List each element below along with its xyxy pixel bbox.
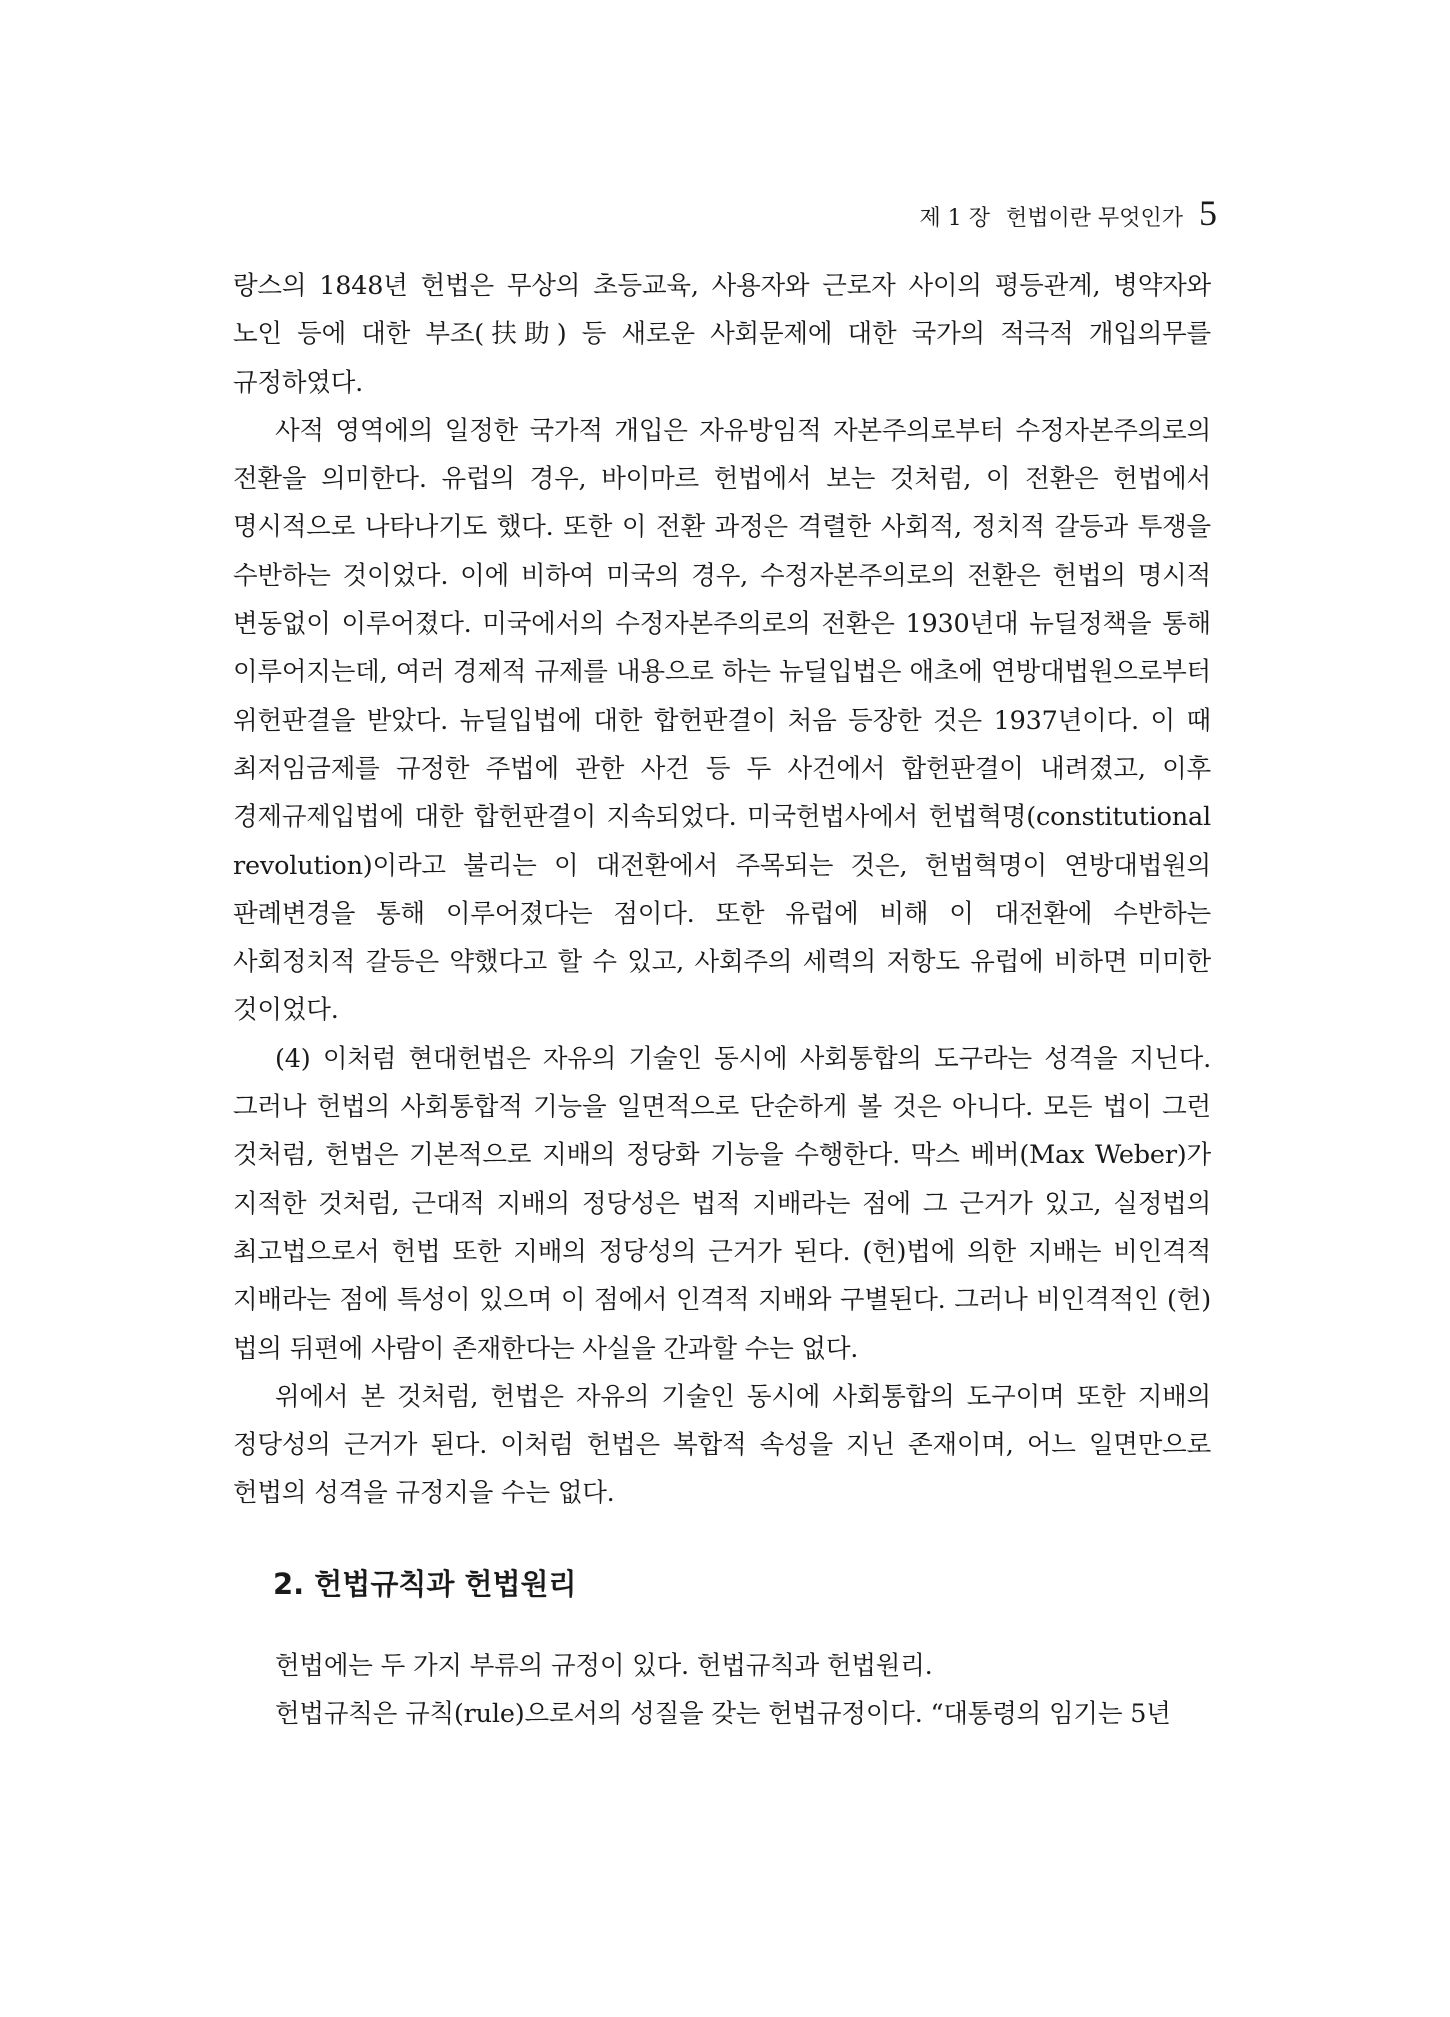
paragraph: 사적 영역에의 일정한 국가적 개입은 자유방임적 자본주의로부터 수정자본주의로의 전환을 의미한다. 유럽의 경우, 바이마르 헌법에서 보는 것처럼, 이 전환은 헌법에서 명시적으로 나타나기도 했다. 또한 이 전환 과정은 격렬한 사회적, 정치적 갈등과 투쟁을 수반하는 것이었다. 이에 비하여 미국의 경우, 수정자본주의로의 전환은 헌법의 명시적 변동없이 이루어졌다. 미국에서의 수정자본주의로의 전환은 1930년대 뉴딜정책을 통해 이루어지는데, 여러 경제적 규제를 내용으로 하는 뉴딜입법은 애초에 연방대법원으로부터 위헌판결을 받았다. 뉴딜입법에 대한 합헌판결이 처음 등장한 것은 1937년이다. 이 때 최저임금제를 규정한 주법에 관한 사건 등 두 사건에서 합헌판결이 내려졌고, 이후 경제규제입법에 대한 합헌판결이 지속되었다. 미국헌법사에서 헌법혁명(constitutional revolution)이라고 불리는 이 대전환에서 주목되는 것은, 헌법혁명이 연방대법원의 판례변경을 통해 이루어졌다는 점이다. 또한 유럽에 비해 이 대전환에 수반하는 사회정치적 갈등은 약했다고 할 수 있고, 사회주의 세력의 저항도 유럽에 비하면 미미한 것이었다. (233, 415, 1211, 1026)
section-body-text (233, 1642, 1211, 1739)
chapter-label: 제 1 장 (919, 206, 990, 231)
page-number: 5 (1199, 193, 1217, 233)
body-text (233, 262, 1211, 1518)
paragraph: 헌법규칙은 규칙(rule)으로서의 성질을 갖는 헌법규정이다. “대통령의 임기는 5년 (275, 1699, 1171, 1730)
section-heading: 2. 헌법규칙과 헌법원리 (273, 1567, 577, 1601)
chapter-title: 헌법이란 무엇인가 (1005, 206, 1183, 231)
paragraph: 헌법에는 두 가지 부류의 규정이 있다. 헌법규칙과 헌법원리. (275, 1651, 933, 1681)
paragraph: 위에서 본 것처럼, 헌법은 자유의 기술인 동시에 사회통합의 도구이며 또한 지배의 정당성의 근거가 된다. 이처럼 헌법은 복합적 속성을 지닌 존재이며, 어느 일면만으로 헌법의 성격을 규정지을 수는 없다. (233, 1381, 1211, 1509)
paragraph: (4) 이처럼 현대헌법은 자유의 기술인 동시에 사회통합의 도구라는 성격을 지닌다. 그러나 헌법의 사회통합적 기능을 일면적으로 단순하게 볼 것은 아니다. 모든 법이 그런 것처럼, 헌법은 기본적으로 지배의 정당화 기능을 수행한다. 막스 베버(Max Weber)가 지적한 것처럼, 근대적 지배의 정당성은 법적 지배라는 점에 그 근거가 있고, 실정법의 최고법으로서 헌법 또한 지배의 정당성의 근거가 된다. (헌)법에 의한 지배는 비인격적 지배라는 점에 특성이 있으며 이 점에서 인격적 지배와 구별된다. 그러나 비인격적인 (헌)법의 뒤편에 사람이 존재한다는 사실을 간과할 수는 없다. (233, 1043, 1211, 1364)
running-header (919, 192, 1217, 232)
paragraph: 랑스의 1848년 헌법은 무상의 초등교육, 사용자와 근로자 사이의 평등관계, 병약자와 노인 등에 대한 부조(扶助) 등 새로운 사회문제에 대한 국가의 적극적 개입의무를 규정하였다. (233, 271, 1211, 398)
